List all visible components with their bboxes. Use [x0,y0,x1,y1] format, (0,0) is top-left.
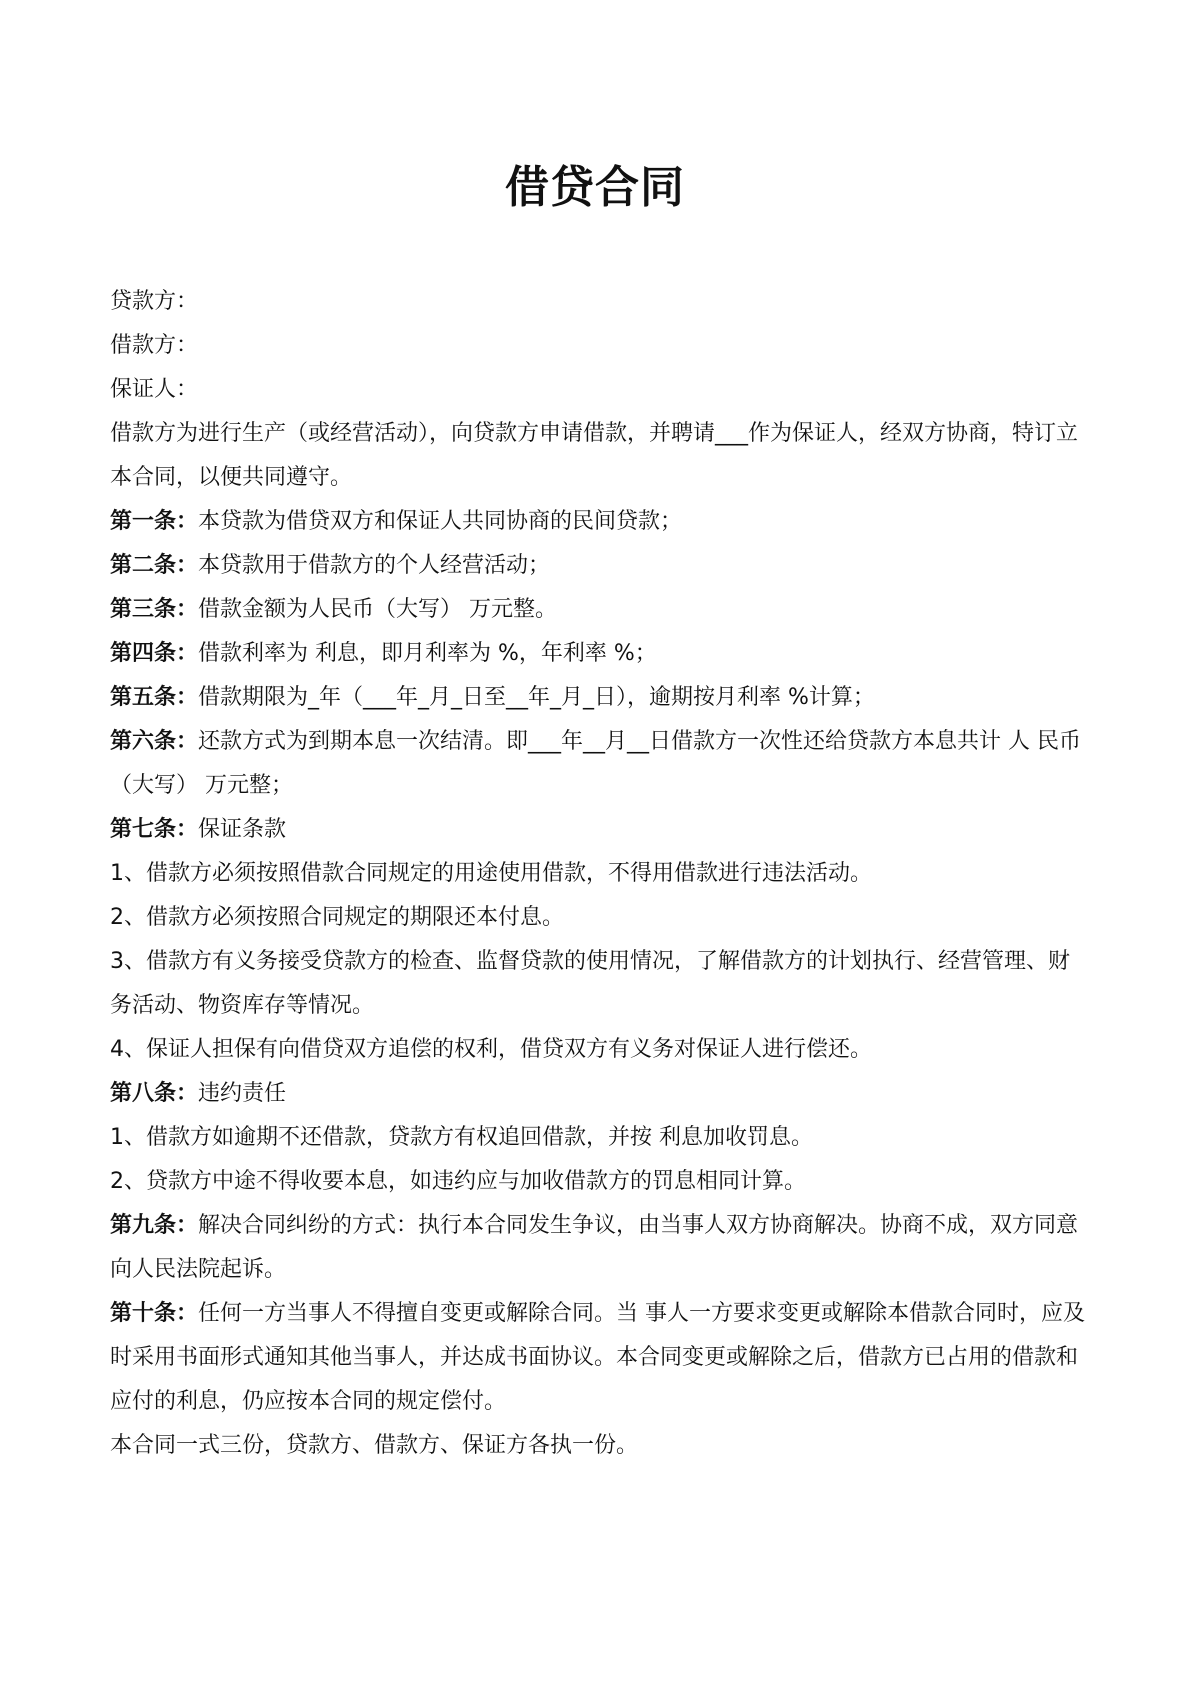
article-8 [110,1072,1090,1116]
guarantee-item: 2、借款方必须按照合同规定的期限还本付息。 [110,905,564,930]
preamble: 借款方为进行生产（或经营活动），向贷款方申请借款，并聘请___作为保证人，经双方协商，特订立本合同，以便共同遵守。 [110,421,1079,490]
article-label: 第二条： [110,553,199,578]
article-6 [110,720,1090,808]
article-7 [110,808,1090,852]
article-label: 第十条： [110,1301,199,1326]
article-text: 保证条款 [198,817,287,842]
article-5 [110,676,1090,720]
article-text: 本贷款为借贷双方和保证人共同协商的民间贷款； [198,509,683,534]
guarantor-line: 保证人： [110,377,199,402]
article-label: 第三条： [110,597,199,622]
closing-line: 本合同一式三份，贷款方、借款方、保证方各执一份。 [110,1433,639,1458]
article-text: 解决合同纠纷的方式：执行本合同发生争议，由当事人双方协商解决。协商不成，双方同意向人民法院起诉。 [110,1213,1079,1282]
article-text: 违约责任 [198,1081,287,1106]
article-text: 任何一方当事人不得擅自变更或解除合同。当 事人一方要求变更或解除本借款合同时，应及时采用书面形式通知其他当事人，并达成书面协议。本合同变更或解除之后，借款方已占用的借款和应付的利息，仍应按本合同的规定偿付。 [110,1301,1086,1414]
borrower-line: 借款方： [110,333,199,358]
contract-body [110,280,1090,1468]
article-text: 借款金额为人民币（大写） 万元整。 [198,597,558,622]
article-label: 第四条： [110,641,199,666]
article-text: 借款期限为_年（___年_月_日至__年_月_日），逾期按月利率 %计算； [198,685,875,710]
article-1 [110,500,1090,544]
article-text: 借款利率为 利息，即月利率为 %，年利率 %； [198,641,657,666]
breach-item: 2、贷款方中途不得收要本息，如违约应与加收借款方的罚息相同计算。 [110,1169,806,1194]
article-label: 第五条： [110,685,199,710]
guarantee-item: 4、保证人担保有向借贷双方追偿的权利，借贷双方有义务对保证人进行偿还。 [110,1037,872,1062]
article-label: 第七条： [110,817,199,842]
page-title: 借贷合同 [505,162,685,213]
guarantee-item: 3、借款方有义务接受贷款方的检查、监督贷款的使用情况，了解借款方的计划执行、经营管理、财务活动、物资库存等情况。 [110,949,1071,1018]
breach-item: 1、借款方如逾期不还借款，贷款方有权追回借款，并按 利息加收罚息。 [110,1125,813,1150]
article-text: 本贷款用于借款方的个人经营活动； [198,553,551,578]
article-2 [110,544,1090,588]
article-3 [110,588,1090,632]
article-label: 第一条： [110,509,199,534]
article-label: 第六条： [110,729,199,754]
article-label: 第九条： [110,1213,199,1238]
article-9 [110,1204,1090,1292]
article-10 [110,1292,1090,1424]
lender-line: 贷款方： [110,289,199,314]
article-text: 还款方式为到期本息一次结清。即___年__月__日借款方一次性还给贷款方本息共计 人 民币（大写） 万元整； [110,729,1082,798]
guarantee-item: 1、借款方必须按照借款合同规定的用途使用借款，不得用借款进行违法活动。 [110,861,872,886]
article-4 [110,632,1090,676]
article-label: 第八条： [110,1081,199,1106]
